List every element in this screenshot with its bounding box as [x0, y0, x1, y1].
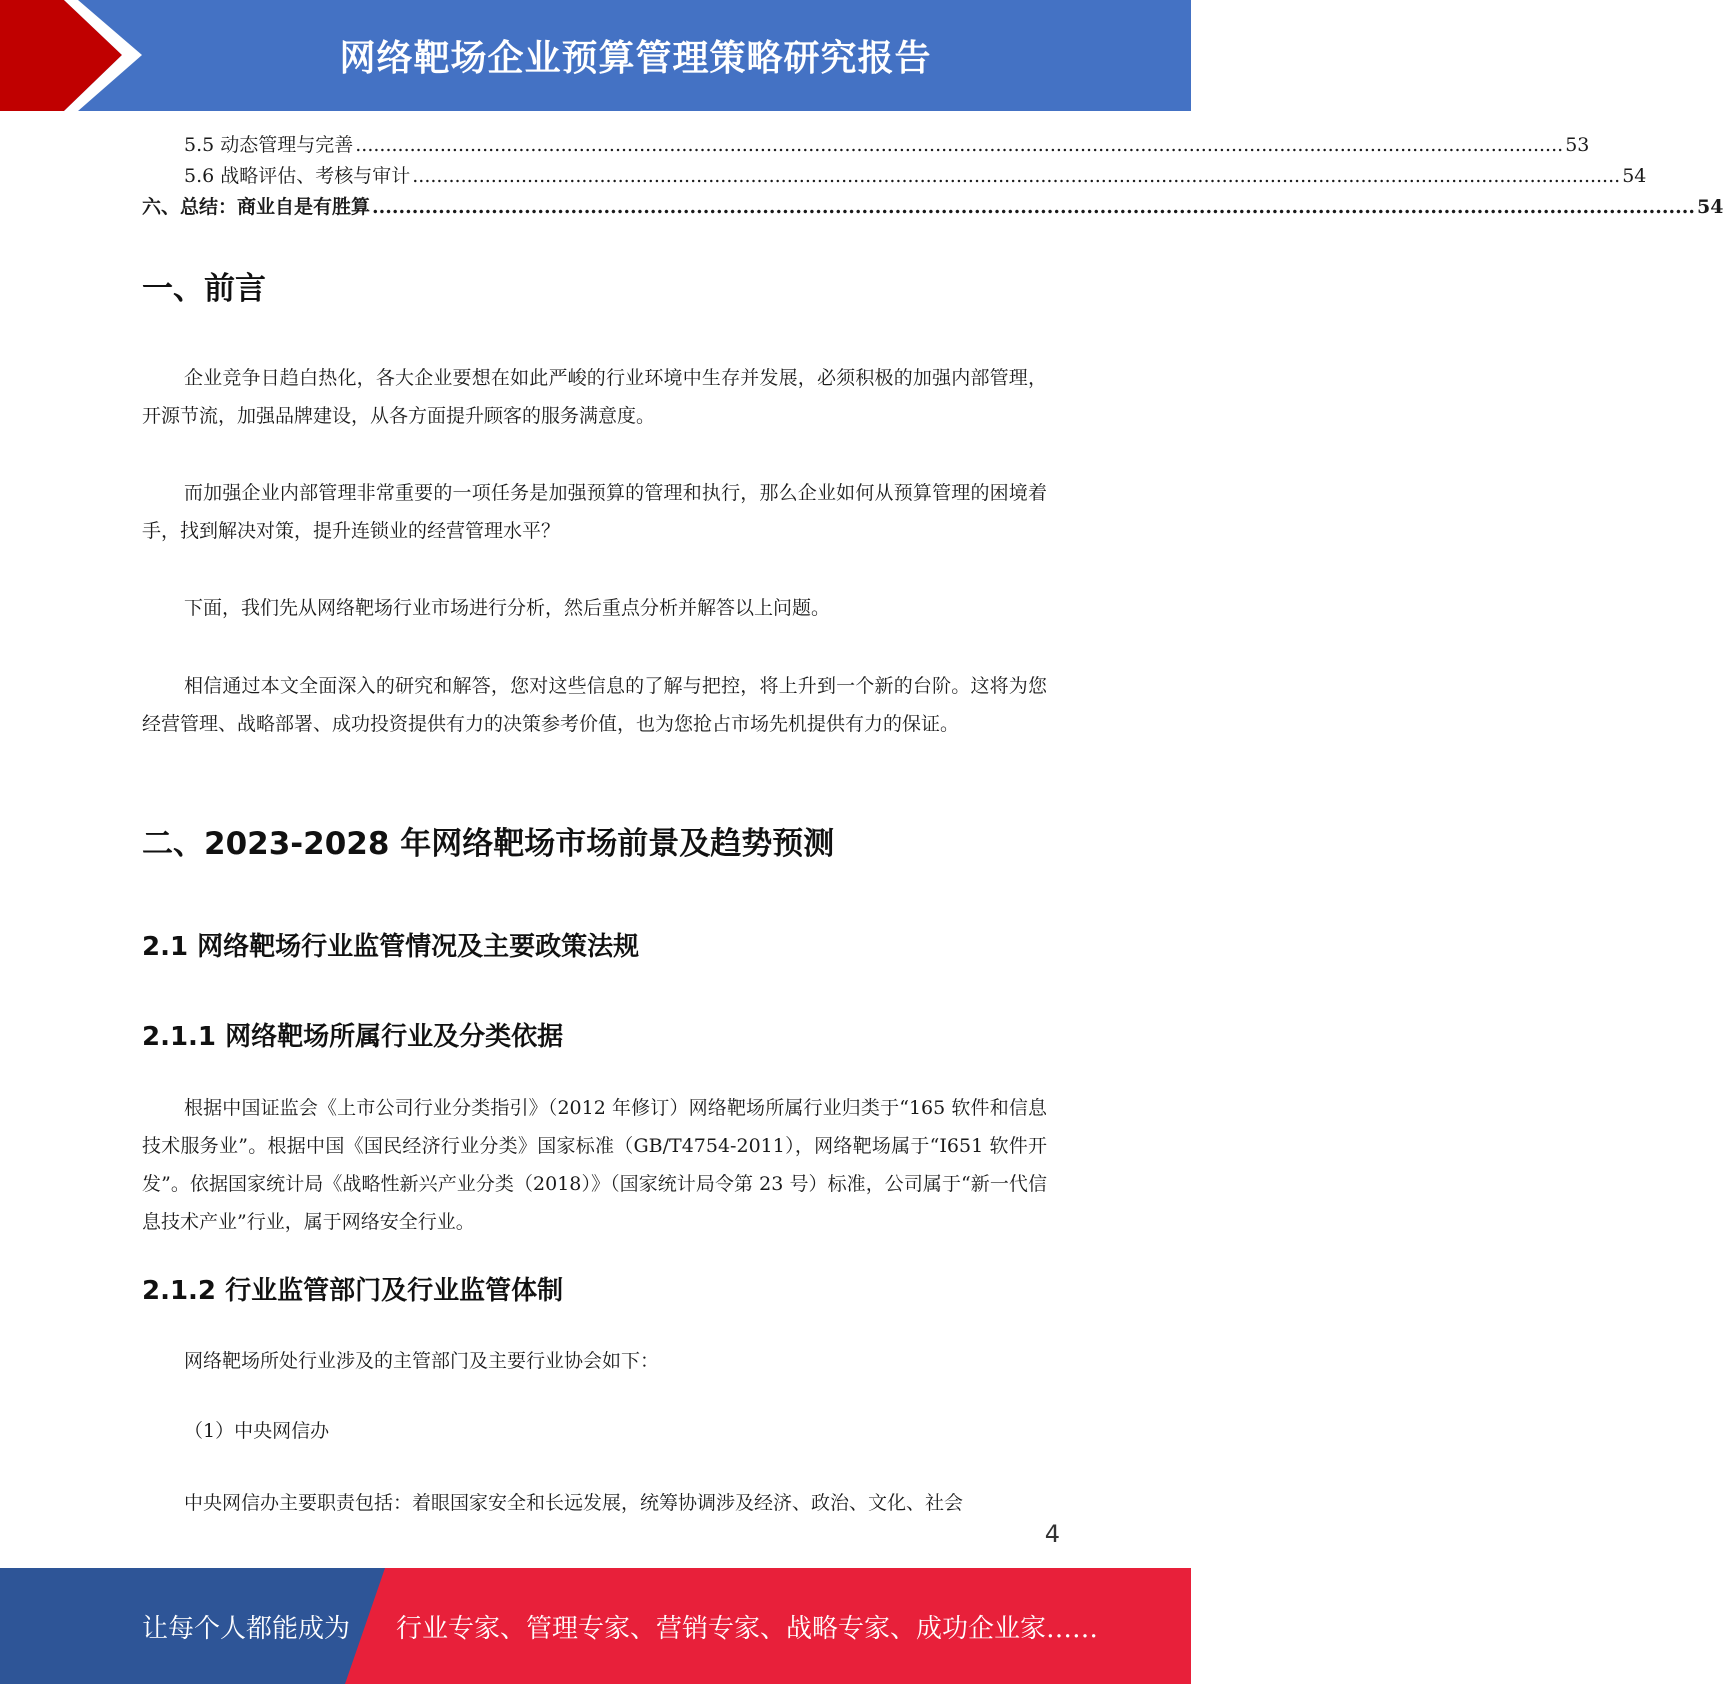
body-paragraph: 中央网信办主要职责包括：着眼国家安全和长远发展，统筹协调涉及经济、政治、文化、社会 — [184, 1492, 964, 1514]
toc-entry-label: 5.6 战略评估、考核与审计 — [184, 165, 411, 187]
header-chevron-graphic — [0, 0, 160, 111]
body-paragraph: 相信通过本文全面深入的研究和解答，您对这些信息的了解与把控，将上升到一个新的台阶。这将为您经营管理、战略部署、成功投资提供有力的决策参考价值，也为您抢占市场先机提供有力的保证。 — [142, 675, 1047, 735]
toc-leader: ........................................................................................................................................................................................................ — [412, 165, 1621, 187]
body-paragraph: 根据中国证监会《上市公司行业分类指引》（2012 年修订）网络靶场所属行业归类于“165 软件和信息技术服务业”。根据中国《国民经济行业分类》国家标准（GB/T4754-2011），网络靶场属于“I651 软件开发”。依据国家统计局《战略性新兴产业分类（2018）》（国家统计局令第 23 号）标准，公司属于“新一代信息技术产业”行业，属于网络安全行业。 — [142, 1097, 1047, 1233]
toc-leader: ........................................................................................................................................................................................................ — [355, 134, 1564, 156]
toc-entry[interactable] — [184, 161, 1647, 191]
footer-slogan-right: 行业专家、管理专家、营销专家、战略专家、成功企业家…… — [396, 1613, 1099, 1644]
page-footer — [0, 1568, 1191, 1684]
subsection-heading: 2.1.1 网络靶场所属行业及分类依据 — [142, 1022, 564, 1052]
body-paragraph: 网络靶场所处行业涉及的主管部门及主要行业协会如下： — [184, 1350, 660, 1372]
toc-leader: ........................................................................................................................................................................................................ — [372, 196, 1695, 218]
page-number: 4 — [1044, 1520, 1060, 1548]
section-heading-preface: 一、前言 — [142, 271, 266, 307]
section-heading-market-outlook: 二、2023-2028 年网络靶场市场前景及趋势预测 — [142, 826, 835, 862]
toc-entry[interactable] — [142, 192, 1723, 222]
subsection-heading: 2.1.2 行业监管部门及行业监管体制 — [142, 1276, 564, 1306]
toc-entry-label: 5.5 动态管理与完善 — [184, 134, 354, 156]
toc-entry-page: 54 — [1622, 165, 1647, 187]
page-header — [0, 0, 1191, 111]
toc-entry-label: 六、总结：商业自是有胜算 — [142, 196, 371, 218]
toc-entry[interactable] — [184, 130, 1590, 160]
toc-entry-page: 54 — [1696, 196, 1723, 218]
body-paragraph: 而加强企业内部管理非常重要的一项任务是加强预算的管理和执行，那么企业如何从预算管理的困境着手，找到解决对策，提升连锁业的经营管理水平？ — [142, 482, 1047, 542]
subsection-heading: 2.1 网络靶场行业监管情况及主要政策法规 — [142, 932, 640, 962]
toc-entry-page: 53 — [1565, 134, 1590, 156]
header-title: 网络靶场企业预算管理策略研究报告 — [339, 38, 932, 79]
body-paragraph: 下面，我们先从网络靶场行业市场进行分析，然后重点分析并解答以上问题。 — [184, 597, 831, 619]
body-paragraph: 企业竞争日趋白热化，各大企业要想在如此严峻的行业环境中生存并发展，必须积极的加强内部管理，开源节流，加强品牌建设，从各方面提升顾客的服务满意度。 — [142, 367, 1047, 427]
body-paragraph: （1）中央网信办 — [184, 1420, 330, 1442]
footer-slogan-left: 让每个人都能成为 — [142, 1613, 351, 1644]
